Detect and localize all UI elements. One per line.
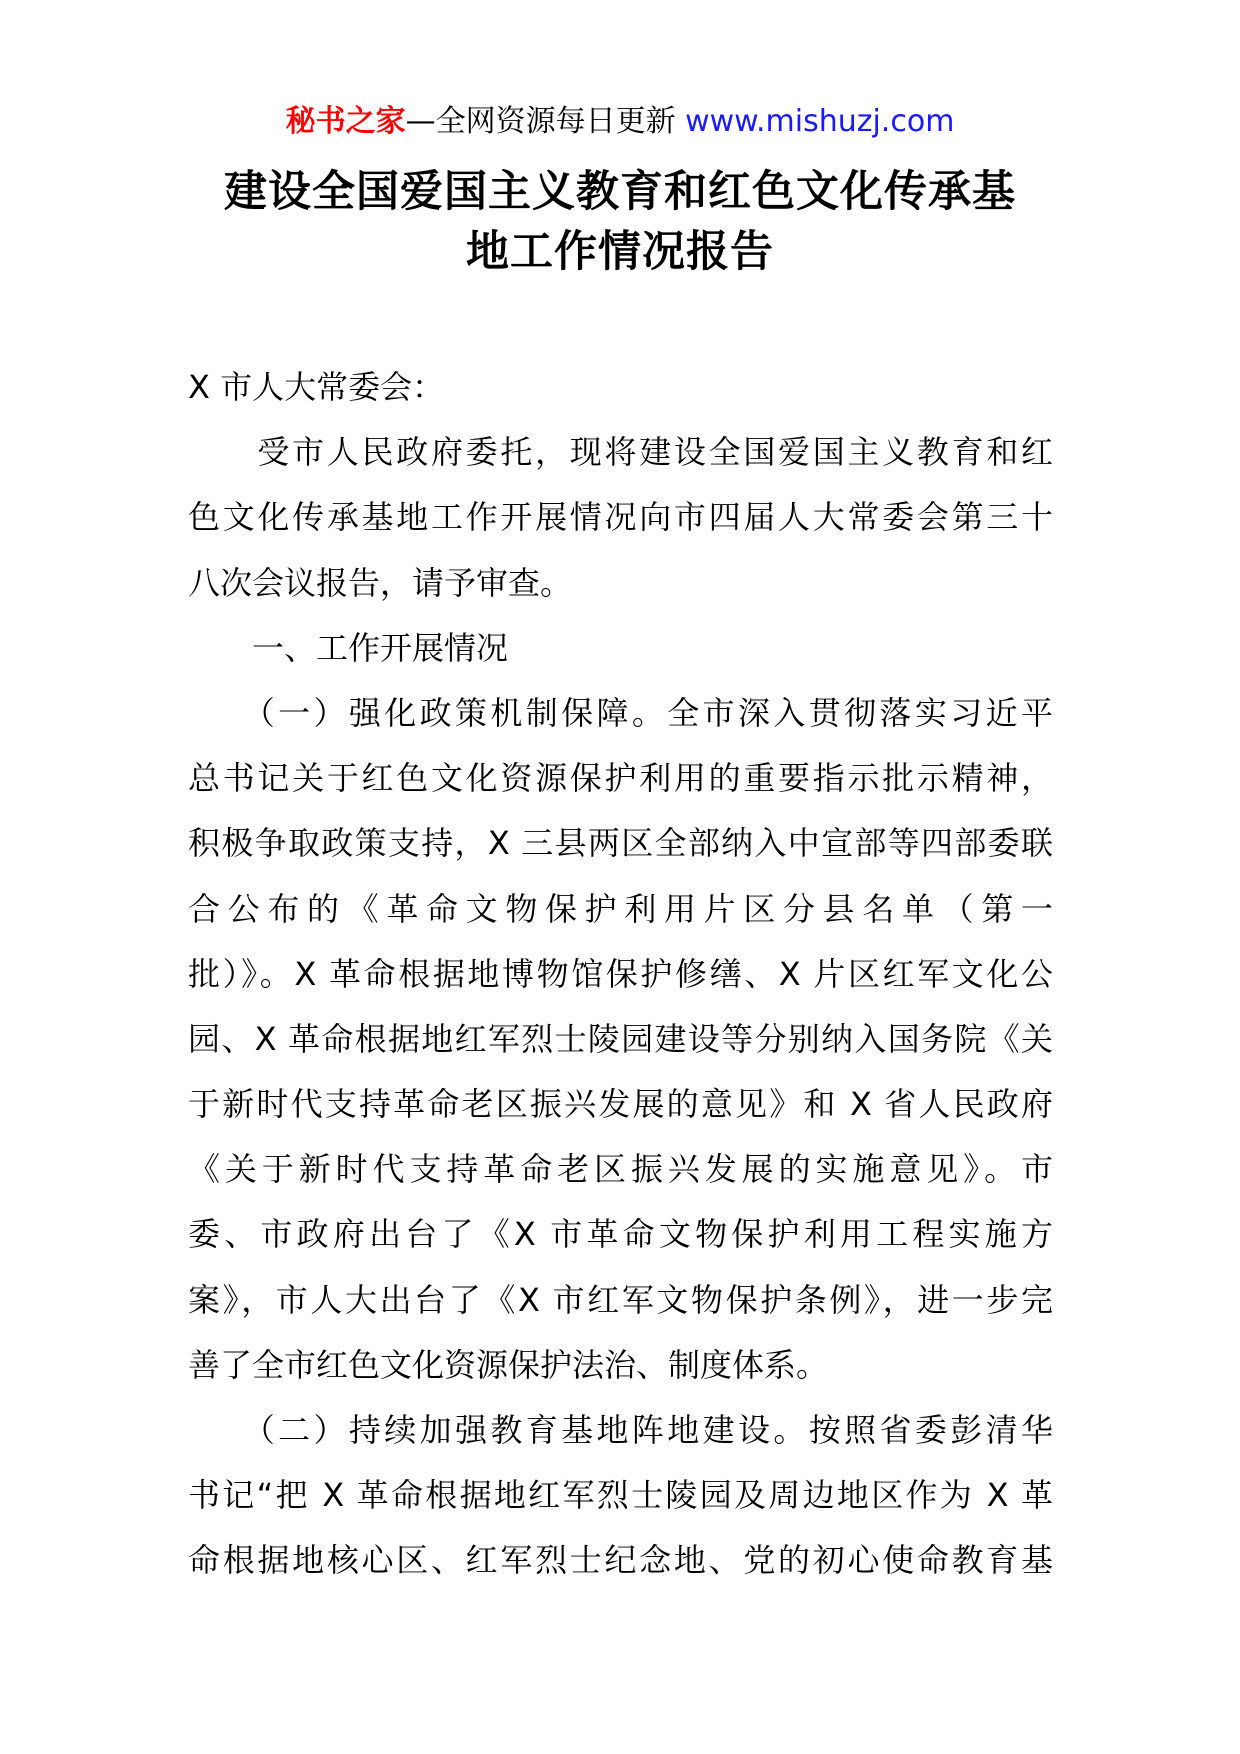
- brand-name: 秘书之家: [285, 104, 406, 139]
- title-line-1: 建设全国爱国主义教育和红色文化传承基: [224, 167, 1016, 217]
- salutation: X 市人大常委会：: [188, 368, 445, 406]
- body-line: 批）》。X 革命根据地博物馆保护修缮、X 片区红军文化公: [188, 954, 1053, 993]
- site-url-link[interactable]: www.mishuzj.com: [675, 104, 955, 139]
- document-title: [150, 162, 1090, 282]
- title-line-2: 地工作情况报告: [466, 227, 774, 277]
- body-line: （一）强化政策机制保障。全市深入贯彻落实习近平: [188, 693, 1053, 732]
- body-line: 命根据地核心区、红军烈士纪念地、党的初心使命教育基: [188, 1541, 1053, 1580]
- body-line: 委、市政府出台了《X 市革命文物保护利用工程实施方: [188, 1215, 1053, 1254]
- section-heading: 一、工作开展情况: [188, 628, 509, 667]
- body-line: 于新时代支持革命老区振兴发展的意见》和 X 省人民政府: [188, 1085, 1053, 1124]
- document-body: [188, 355, 1053, 1594]
- body-line: 受市人民政府委托，现将建设全国爱国主义教育和红: [188, 433, 1053, 472]
- body-line: 总书记关于红色文化资源保护利用的重要指示批示精神，: [188, 759, 1053, 798]
- watermark-header: [0, 100, 1240, 144]
- body-line: 书记“把 X 革命根据地红军烈士陵园及周边地区作为 X 革: [188, 1476, 1053, 1515]
- body-line: 园、X 革命根据地红军烈士陵园建设等分别纳入国务院《关: [188, 1019, 1053, 1058]
- body-line: 案》，市人大出台了《X 市红军文物保护条例》，进一步完: [188, 1280, 1053, 1319]
- body-line: （二）持续加强教育基地阵地建设。按照省委彭清华: [188, 1411, 1053, 1449]
- body-line: 合公布的《革命文物保护利用片区分县名单（第一: [188, 889, 1053, 928]
- body-line: 色文化传承基地工作开展情况向市四届人大常委会第三十: [188, 498, 1053, 537]
- body-line: 积极争取政策支持，X 三县两区全部纳入中宣部等四部委联: [188, 824, 1053, 863]
- body-line: 善了全市红色文化资源保护法治、制度体系。: [188, 1345, 829, 1384]
- header-tagline: —全网资源每日更新: [405, 104, 676, 139]
- body-line: 八次会议报告，请予审查。: [188, 563, 573, 602]
- body-line: 《关于新时代支持革命老区振兴发展的实施意见》。市: [188, 1150, 1053, 1189]
